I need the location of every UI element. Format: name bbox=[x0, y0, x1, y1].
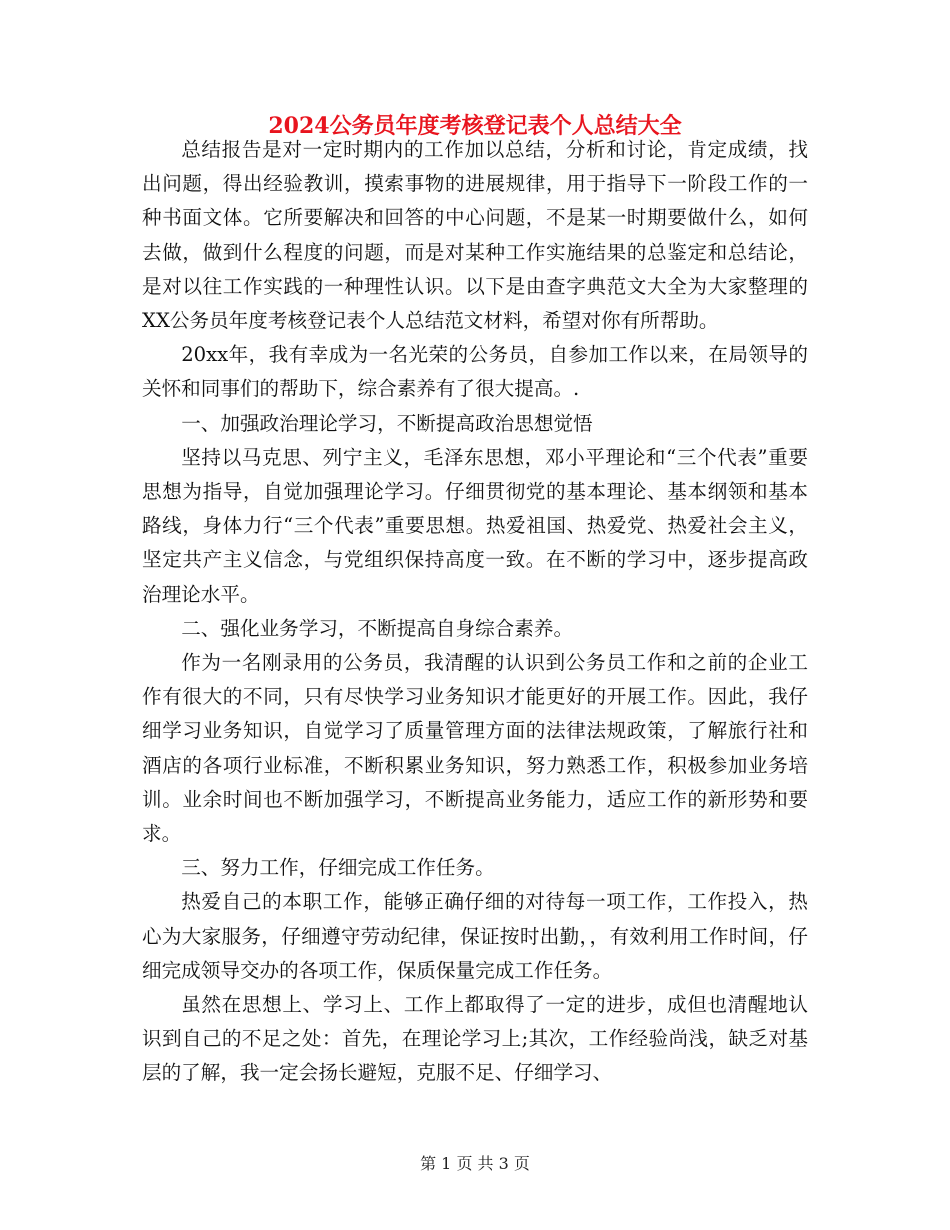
paragraph: 20xx年，我有幸成为一名光荣的公务员，自参加工作以来，在局领导的关怀和同事们的帮助下，综合素养有了很大提高。. bbox=[142, 343, 808, 401]
paragraph: 热爱自己的本职工作，能够正确仔细的对待每一项工作，工作投入，热心为大家服务，仔细遵守劳动纪律，保证按时出勤，，有效利用工作时间，仔细完成领导交办的各项工作，保质保量完成工作任务。 bbox=[142, 890, 808, 982]
section-heading: 二、强化业务学习，不断提高自身综合素养。 bbox=[181, 616, 574, 640]
paragraph: 总结报告是对一定时期内的工作加以总结，分析和讨论，肯定成绩，找出问题，得出经验教训，摸索事物的进展规律，用于指导下一阶段工作的一种书面文体。它所要解决和回答的中心问题，不是某一时期要做什么，如何去做，做到什么程度的问题，而是对某种工作实施结果的总鉴定和总结论，是对以往工作实践的一种理性认识。以下是由查字典范文大全为大家整理的XX公务员年度考核登记表个人总结范文材料，希望对你有所帮助。 bbox=[142, 138, 808, 333]
paragraph: 作为一名刚录用的公务员，我清醒的认识到公务员工作和之前的企业工作有很大的不同，只有尽快学习业务知识才能更好的开展工作。因此，我仔细学习业务知识，自觉学习了质量管理方面的法律法规政策，了解旅行社和酒店的各项行业标准，不断积累业务知识，努力熟悉工作，积极参加业务培训。业余时间也不断加强学习，不断提高业务能力，适应工作的新形势和要求。 bbox=[142, 651, 808, 846]
document-body bbox=[142, 133, 808, 1091]
page-number-footer: 第 1 页 共 3 页 bbox=[420, 1154, 530, 1173]
section-heading: 一、加强政治理论学习，不断提高政治思想觉悟 bbox=[181, 411, 593, 435]
section-heading: 三、努力工作，仔细完成工作任务。 bbox=[181, 856, 495, 880]
document-title: 2024公务员年度考核登记表个人总结大全 bbox=[268, 113, 682, 139]
paragraph: 坚持以马克思、列宁主义，毛泽东思想，邓小平理论和“三个代表”重要思想为指导，自觉加强理论学习。仔细贯彻党的基本理论、基本纲领和基本路线，身体力行“三个代表”重要思想。热爱祖国、热爱党、热爱社会主义，坚定共产主义信念，与党组织保持高度一致。在不断的学习中，逐步提高政治理论水平。 bbox=[142, 445, 808, 606]
paragraph: 虽然在思想上、学习上、工作上都取得了一定的进步，成但也清醒地认识到自己的不足之处：首先，在理论学习上;其次，工作经验尚浅，缺乏对基层的了解，我一定会扬长避短，克服不足、仔细学习、 bbox=[142, 993, 808, 1085]
